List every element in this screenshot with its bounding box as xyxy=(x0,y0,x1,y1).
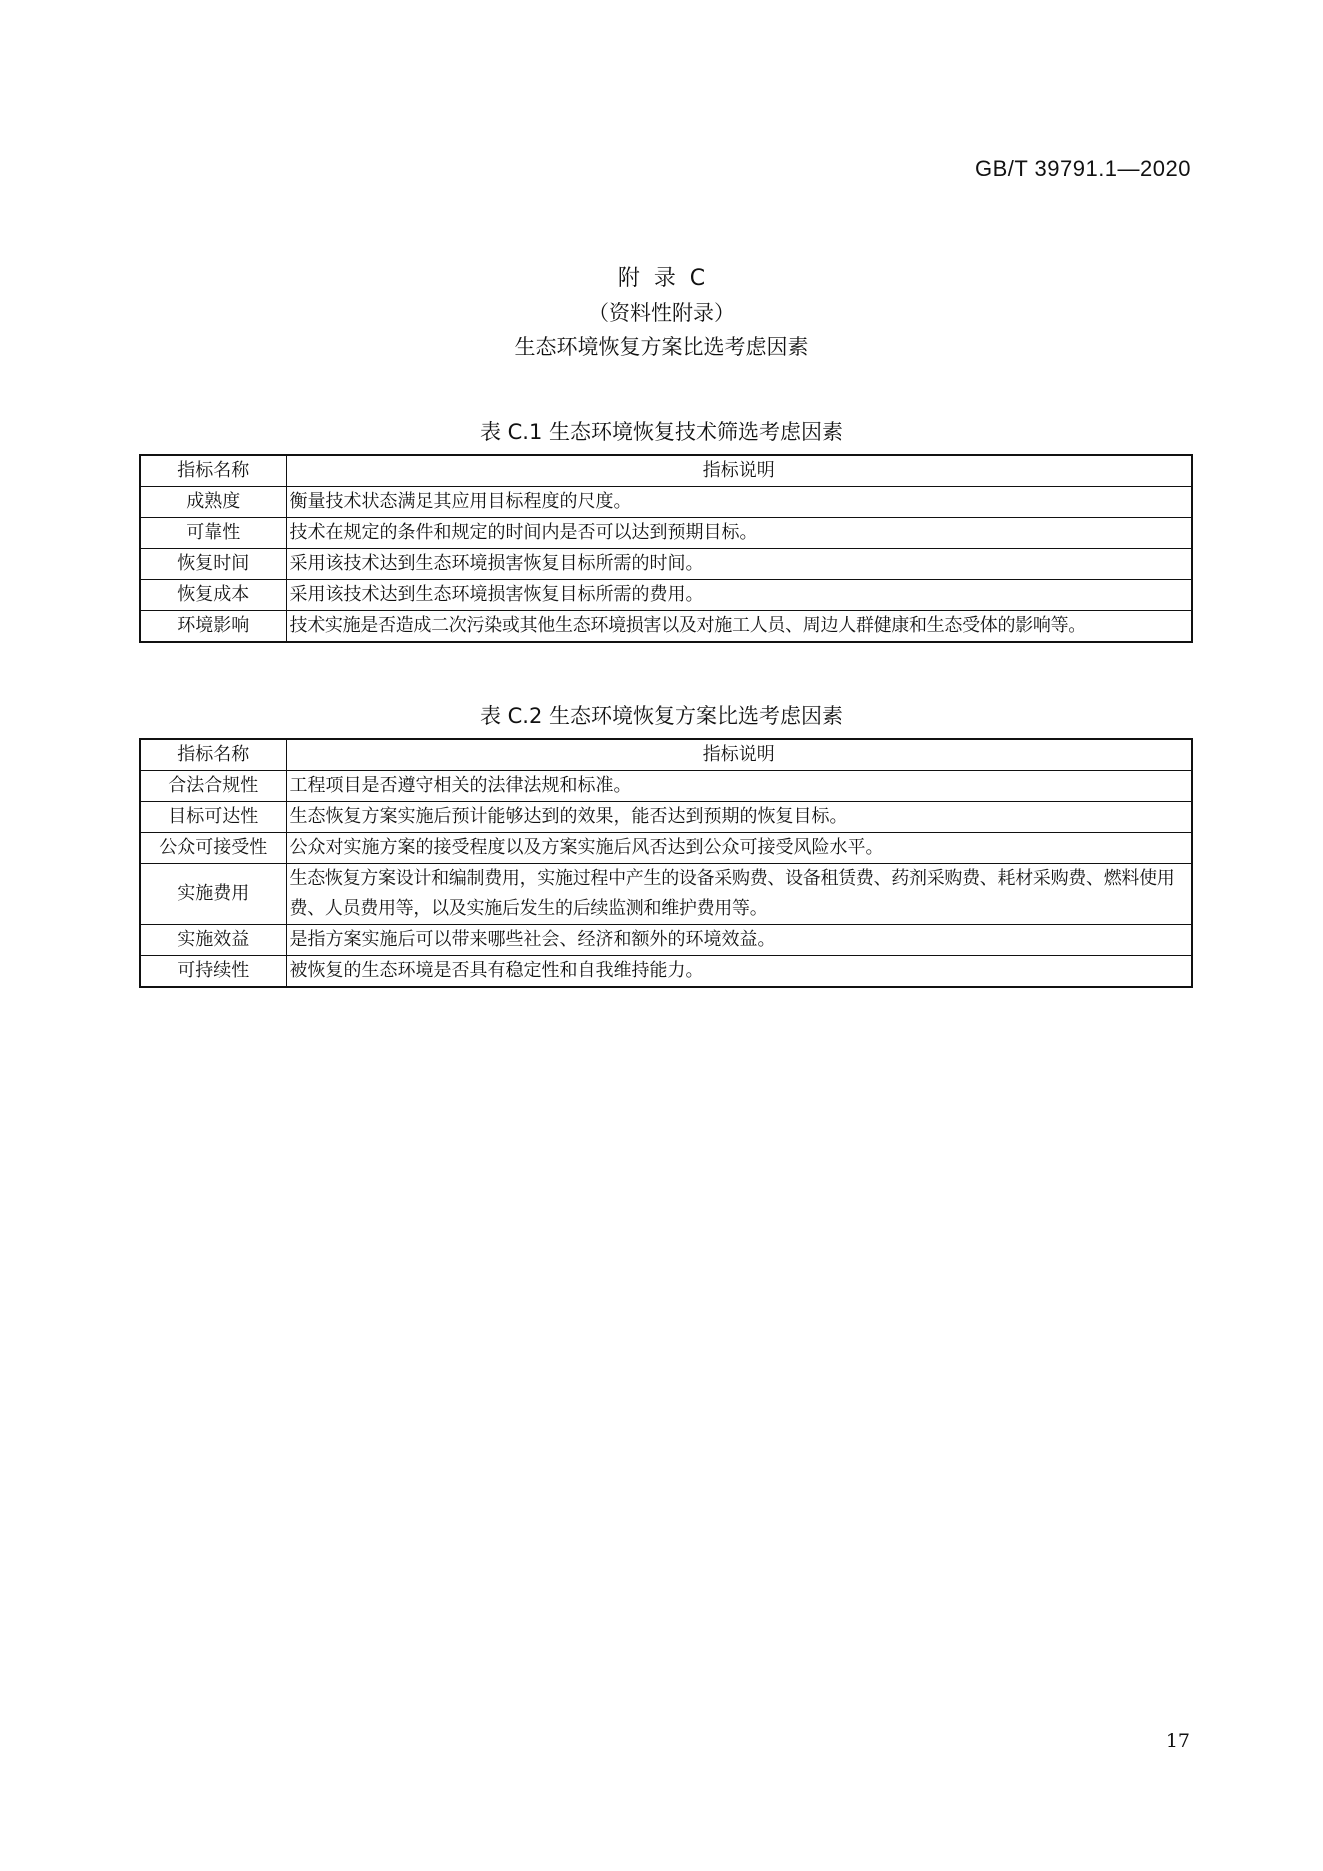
indicator-desc: 工程项目是否遵守相关的法律法规和标准。 xyxy=(286,771,1192,802)
page-number: 17 xyxy=(1165,1730,1190,1752)
indicator-desc: 衡量技术状态满足其应用目标程度的尺度。 xyxy=(286,487,1192,518)
indicator-name: 实施效益 xyxy=(140,925,286,956)
indicator-name: 恢复时间 xyxy=(140,549,286,580)
table-row xyxy=(140,549,1192,580)
table-c1 xyxy=(139,454,1193,643)
annex-heading xyxy=(0,262,1323,364)
table-row xyxy=(140,925,1192,956)
table-c2 xyxy=(139,738,1193,988)
indicator-name: 公众可接受性 xyxy=(140,833,286,864)
indicator-name: 实施费用 xyxy=(140,864,286,925)
column-header-name: 指标名称 xyxy=(140,455,286,487)
indicator-desc: 生态恢复方案设计和编制费用，实施过程中产生的设备采购费、设备租赁费、药剂采购费、耗材采购费、燃料使用费、人员费用等，以及实施后发生的后续监测和维护费用等。 xyxy=(286,864,1192,925)
indicator-desc: 生态恢复方案实施后预计能够达到的效果，能否达到预期的恢复目标。 xyxy=(286,802,1192,833)
indicator-desc: 采用该技术达到生态环境损害恢复目标所需的时间。 xyxy=(286,549,1192,580)
indicator-name: 成熟度 xyxy=(140,487,286,518)
annex-nature: （资料性附录） xyxy=(588,301,735,325)
standard-number: GB/T 39791.1—2020 xyxy=(974,156,1191,181)
column-header-desc: 指标说明 xyxy=(286,739,1192,771)
table-row xyxy=(140,611,1192,643)
annex-name: 生态环境恢复方案比选考虑因素 xyxy=(514,335,809,359)
indicator-desc: 技术实施是否造成二次污染或其他生态环境损害以及对施工人员、周边人群健康和生态受体的影响等。 xyxy=(286,611,1192,643)
indicator-name: 可靠性 xyxy=(140,518,286,549)
table-c1-caption: 表 C.1 生态环境恢复技术筛选考虑因素 xyxy=(479,420,844,444)
table-row xyxy=(140,580,1192,611)
table-row xyxy=(140,956,1192,988)
table-row xyxy=(140,518,1192,549)
indicator-name: 目标可达性 xyxy=(140,802,286,833)
table-row xyxy=(140,833,1192,864)
annex-title: 附 录 C xyxy=(617,266,706,291)
indicator-name: 可持续性 xyxy=(140,956,286,988)
table-row xyxy=(140,864,1192,925)
table-row xyxy=(140,771,1192,802)
indicator-name: 合法合规性 xyxy=(140,771,286,802)
indicator-desc: 是指方案实施后可以带来哪些社会、经济和额外的环境效益。 xyxy=(286,925,1192,956)
table-c2-caption: 表 C.2 生态环境恢复方案比选考虑因素 xyxy=(479,704,844,728)
indicator-name: 恢复成本 xyxy=(140,580,286,611)
table-header-row xyxy=(140,739,1192,771)
column-header-name: 指标名称 xyxy=(140,739,286,771)
column-header-desc: 指标说明 xyxy=(286,455,1192,487)
indicator-name: 环境影响 xyxy=(140,611,286,643)
table-row xyxy=(140,487,1192,518)
table-row xyxy=(140,802,1192,833)
indicator-desc: 被恢复的生态环境是否具有稳定性和自我维持能力。 xyxy=(286,956,1192,988)
indicator-desc: 技术在规定的条件和规定的时间内是否可以达到预期目标。 xyxy=(286,518,1192,549)
indicator-desc: 采用该技术达到生态环境损害恢复目标所需的费用。 xyxy=(286,580,1192,611)
indicator-desc: 公众对实施方案的接受程度以及方案实施后风否达到公众可接受风险水平。 xyxy=(286,833,1192,864)
table-header-row xyxy=(140,455,1192,487)
